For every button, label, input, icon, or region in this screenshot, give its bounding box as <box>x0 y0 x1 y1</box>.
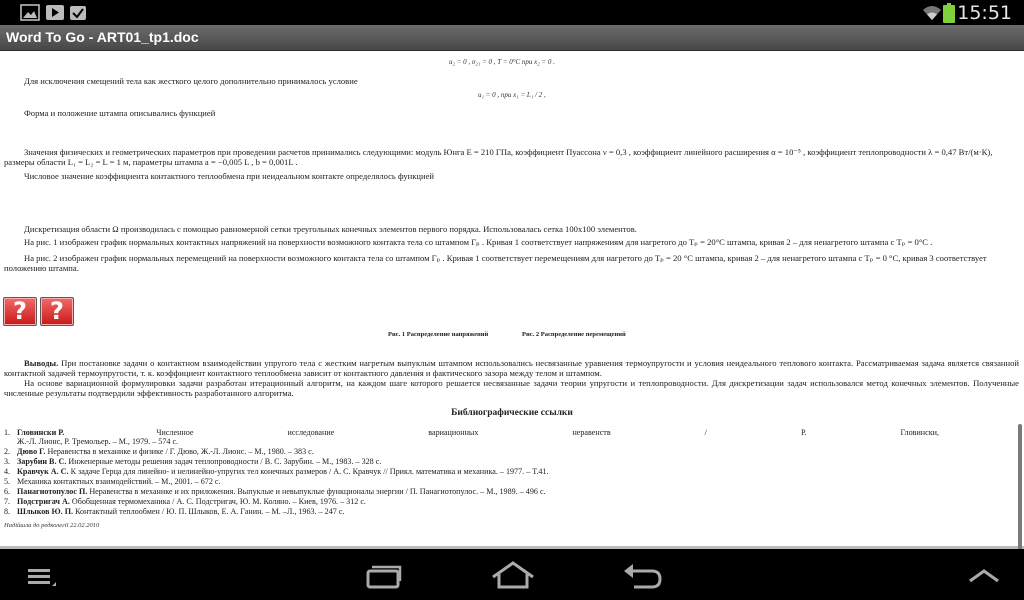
reference-number: 3. <box>4 457 11 466</box>
document-view[interactable] <box>0 51 1024 549</box>
reference-number: 5. <box>4 477 11 486</box>
wifi-icon <box>922 4 942 21</box>
conclusions-text-2: контактной задачей термоупругости, т. к. коэффициент контактного теплообмена зависит от контактного давления и фактического зазора между телом и штампом. <box>4 368 602 378</box>
reference-number: 1. <box>4 428 11 437</box>
reference-item <box>4 497 366 507</box>
reference-number: 2. <box>4 447 11 456</box>
paragraph-figure-2-cont: положению штампа. <box>4 263 79 273</box>
up-chevron-icon[interactable] <box>956 559 1012 591</box>
paragraph-heat-exchange: Числовое значение коэффициента контактного теплообмена при неидеальном контакте определялось функцией <box>24 171 435 181</box>
received-note: Надійшла до редколегії 22.02.2010 <box>4 522 100 529</box>
gallery-icon <box>20 4 40 21</box>
reference-number: 7. <box>4 497 11 506</box>
reference-number: 8. <box>4 507 11 516</box>
reference-author: Шлыков Ю. П. <box>17 507 74 516</box>
reference-author: Панагиотопулос П. <box>17 487 88 496</box>
vertical-scrollbar[interactable] <box>1018 424 1022 549</box>
reference-item <box>4 447 314 457</box>
paragraph-parameters: Значения физических и геометрических параметров при проведении расчетов принимались следующими: модуль Юнга E = 210 ГПа, коэффициент Пуассона ν = 0,3 , коэффициент линейного расширения α = 10⁻⁵ , коэффициент теплопроводности λ = 0,47 Вт/(м·К), <box>24 147 993 157</box>
reference-text: Обобщенная термомеханика / А. С. Подстригач, Ю. М. Коляно. – Киев, 1976. – 312 с. <box>71 497 366 506</box>
reference-text: К задаче Герца для линейно- и нелинейно-упругих тел конечных размеров / А. С. Кравчук // Прикл. математика и механика. – 1977. – Т.41. <box>70 467 549 476</box>
battery-icon <box>943 3 955 23</box>
reference-item <box>4 457 381 467</box>
paragraph-punch-shape: Форма и положение штампа описывались функцией <box>24 108 216 118</box>
reference-item <box>4 467 549 477</box>
document-title: Word To Go - ART01_tp1.doc <box>6 29 199 45</box>
conclusions-text-1: При постановке задачи о контактном взаимодействии упругого тела с жестким нагретым выпуклым штампом использовались несвязанные уравнения термоупругости и условия неидеального теплового контакта. Рассматриваемая задача является связанной <box>61 358 1019 368</box>
reference-text: Контактный теплообмен / Ю. П. Шлыков, Е. А. Ганин. – М. –Л., 1963. – 247 с. <box>75 507 345 516</box>
clock: 15:51 <box>957 2 1012 24</box>
paragraph-rigid-body: Для исключения смещений тела как жесткого целого дополнительно принималось условие <box>24 76 358 86</box>
figure-2-caption: Рис. 2 Распределение перемещений <box>522 331 626 338</box>
conclusions-label: Выводы. <box>24 358 59 368</box>
home-icon[interactable] <box>485 559 541 591</box>
clipboard-check-icon <box>68 4 88 21</box>
conclusions-paragraph <box>4 358 1019 368</box>
reference-item <box>4 487 546 497</box>
formula-boundary: u₂ = 0 , σ₂₁ = 0 , T = 0°C при x₂ = 0 . <box>449 58 555 66</box>
menu-icon[interactable] <box>16 559 72 591</box>
reference-number: 4. <box>4 467 11 476</box>
status-bar <box>0 0 1024 25</box>
app-title-bar <box>0 25 1024 51</box>
media-play-icon <box>45 4 65 21</box>
reference-text: Механика контактных взаимодействий. – М., 2001. – 672 с. <box>17 477 221 486</box>
paragraph-discretization: Дискретизация области Ω производилась с помощью равномерной сетки треугольных конечных элементов первого порядка. Использовалась сетка 100х100 элементов. <box>24 224 637 234</box>
reference-author: Дюво Г. <box>17 447 46 456</box>
reference-text: Неравенства в механике и физике / Г. Дюво, Ж.-Л. Лионс. – М., 1980. – 383 с. <box>47 447 314 456</box>
paragraph-parameters-cont: размеры области L₁ = L₂ = L = 1 м, параметры штампа a = −0,005 L , b = 0,001L . <box>4 157 298 167</box>
recent-apps-icon[interactable] <box>355 559 411 591</box>
formula-rigid-body: u₁ = 0 , при x₁ = L₁ / 2 , <box>478 91 546 99</box>
missing-image-placeholder-2[interactable]: ? <box>40 297 74 326</box>
conclusions-text-4: численные результаты подтвердили эффективность разработанного алгоритма. <box>4 388 294 398</box>
reference-item <box>4 507 344 517</box>
reference-author: Кравчук А. С. <box>17 467 69 476</box>
reference-item-cont: Ж.-Л. Лионс, Р. Тремольер. – М., 1979. – 574 с. <box>17 437 179 446</box>
bibliography-heading: Библиографические ссылки <box>451 408 573 418</box>
reference-author: Гловински Р. <box>17 428 65 437</box>
figure-1-caption: Рис. 1 Распределение напряжений <box>388 331 489 338</box>
reference-text: Инженерные методы решения задач теплопроводности / В. С. Зарубин. – М., 1983. – 328 с. <box>68 457 382 466</box>
reference-text: Численное исследование вариационных неравенств / Р. Гловински, <box>156 428 940 437</box>
reference-author: Зарубин В. С. <box>17 457 67 466</box>
reference-number: 6. <box>4 487 11 496</box>
conclusions-text-3: На основе вариационной формулировки задачи разработан итерационный алгоритм, на каждом шаге которого решается несвязанные задачи теории упругости и теплопроводности. Для дискретизации задач использовался метод конечных элементов. Полученные <box>24 378 1019 388</box>
reference-author: Подстригач А. <box>17 497 70 506</box>
paragraph-figure-2: На рис. 2 изображен график нормальных перемещений на поверхности возможного контакта тела со штампом Γₚ . Кривая 1 соответствует перемещениям для нагретого до Tₚ = 20 °C штампа, кривая 2 – для ненагретого штампа с Tₚ = 0 °C, кривая 3 соответствует <box>24 253 987 263</box>
paragraph-figure-1: На рис. 1 изображен график нормальных контактных напряжений на поверхности возможного контакта тела со штампом Γₚ . Кривая 1 соответствует напряжениям для нагретого до Tₚ = 20°C штампа, кривая 2 – для ненагретого штампа с Tₚ = 0°C . <box>24 237 933 247</box>
back-icon[interactable] <box>614 559 670 591</box>
navigation-bar <box>0 549 1024 600</box>
reference-item <box>4 477 221 487</box>
missing-image-placeholder-1[interactable]: ? <box>3 297 37 326</box>
reference-text: Неравенства в механике и их приложения. Выпуклые и невыпуклые функционалы энергии / П. Панагиотопулос. – М., 1989. – 496 с. <box>89 487 546 496</box>
